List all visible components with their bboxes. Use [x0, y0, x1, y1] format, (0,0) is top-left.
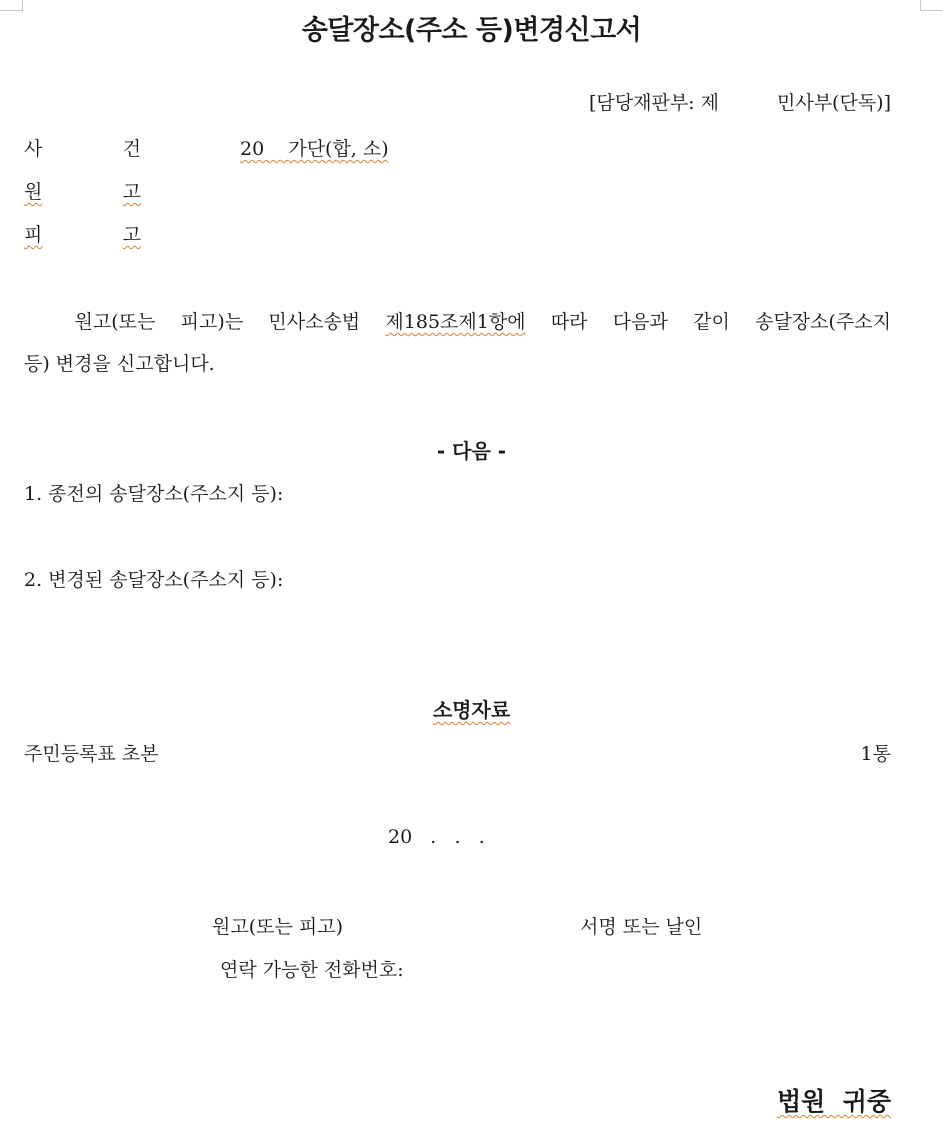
document-title: 송달장소(주소 등)변경신고서 — [301, 15, 642, 46]
evidence-heading: 소명자료 — [432, 698, 511, 722]
court-recipient: 법원 귀중 — [776, 1087, 891, 1116]
body-line-2: 등) 변경을 신고합니다. — [24, 353, 215, 375]
evidence-item: 주민등록표 초본 — [24, 743, 159, 765]
body-line-1: 원고(또는 피고)는 민사소송법 제185조제1항에 따라 다음과 같이 송달장소(주소지 — [74, 311, 891, 333]
defendant-label: 피 고 — [24, 224, 141, 246]
statute-reference: 제185조제1항에 — [385, 311, 526, 333]
signature-seal-label: 서명 또는 날인 — [580, 916, 703, 938]
evidence-count: 1통 — [860, 743, 891, 765]
department-line — [589, 88, 891, 115]
section-separator: - 다음 - — [436, 439, 507, 463]
department-prefix: [담당재판부: 제 — [589, 92, 719, 114]
date-line: 20 . . . — [388, 826, 485, 848]
previous-address-item: 1. 종전의 송달장소(주소지 등): — [24, 483, 284, 505]
department-suffix: 민사부(단독)] — [776, 92, 891, 114]
plaintiff-label: 원 고 — [24, 181, 141, 203]
case-label: 사 건 — [24, 138, 141, 160]
new-address-item: 2. 변경된 송달장소(주소지 등): — [24, 569, 284, 591]
phone-label: 연락 가능한 전화번호: — [220, 959, 404, 981]
signature-party: 원고(또는 피고) — [212, 916, 343, 938]
case-number: 20 가단(합, 소) — [240, 138, 389, 160]
